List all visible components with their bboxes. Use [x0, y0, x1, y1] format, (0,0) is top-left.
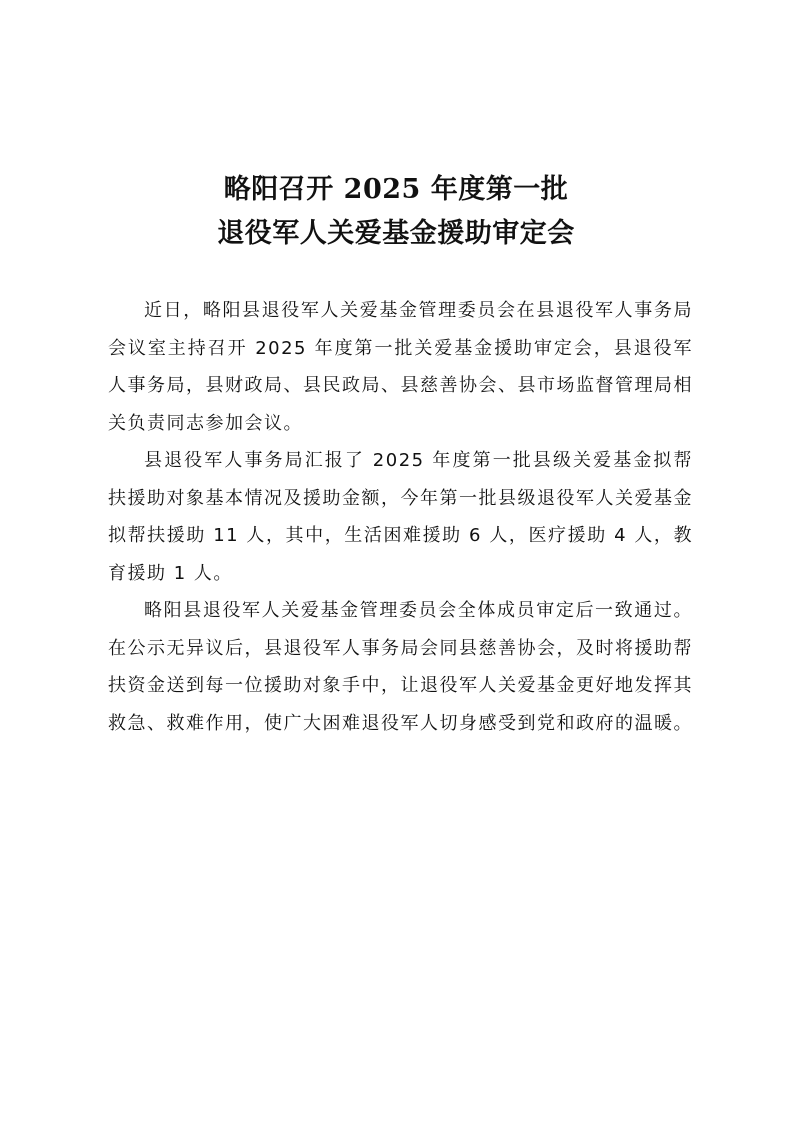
- paragraph-2: 县退役军人事务局汇报了 2025 年度第一批县级关爱基金拟帮扶援助对象基本情况及援助金额，今年第一批县级退役军人关爱基金拟帮扶援助 11 人，其中，生活困难援助 6 人，医疗援助 4 人，教育援助 1 人。: [108, 450, 693, 584]
- paragraph-3: 略阳县退役军人关爱基金管理委员会全体成员审定后一致通过。在公示无异议后，县退役军人事务局会同县慈善协会，及时将援助帮扶资金送到每一位援助对象手中，让退役军人关爱基金更好地发挥其救急、救难作用，使广大困难退役军人切身感受到党和政府的温暖。: [108, 600, 693, 734]
- document-title: [0, 168, 792, 256]
- document-body: [108, 292, 693, 742]
- paragraph-1: 近日，略阳县退役军人关爱基金管理委员会在县退役军人事务局会议室主持召开 2025 年度第一批关爱基金援助审定会，县退役军人事务局，县财政局、县民政局、县慈善协会、县市场监督管理局相关负责同志参加会议。: [108, 300, 693, 434]
- title-line-1: 略阳召开 2025 年度第一批: [223, 174, 569, 205]
- title-line-2: 退役军人关爱基金援助审定会: [217, 218, 575, 249]
